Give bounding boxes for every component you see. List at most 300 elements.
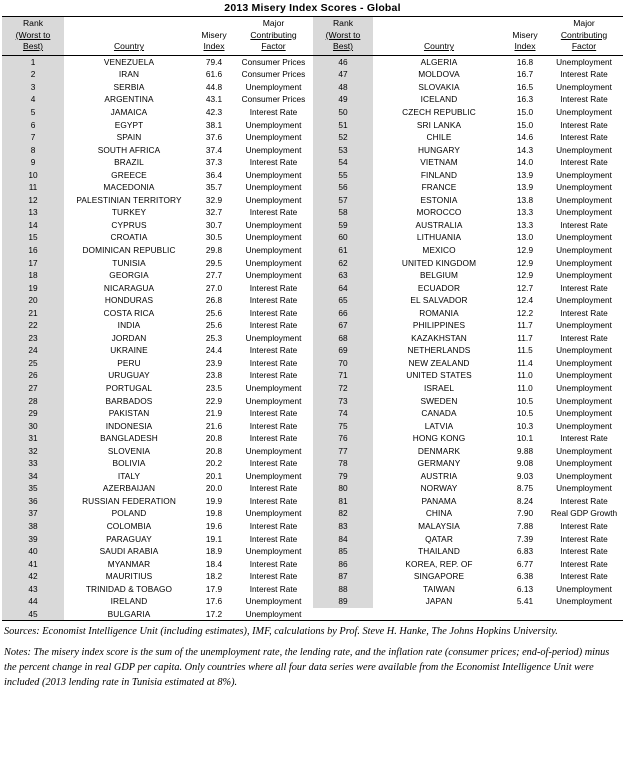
cell-rank: 3 xyxy=(2,81,64,94)
cell-misery-index: 29.5 xyxy=(205,257,223,268)
cell-misery-index: 61.6 xyxy=(205,69,223,80)
cell-contributing-factor: Unemployment xyxy=(556,194,612,205)
table-row xyxy=(2,507,623,520)
cell-misery-index: 11.0 xyxy=(517,370,533,381)
cell-misery-index: 38.1 xyxy=(205,119,223,130)
cell-country: ITALY xyxy=(117,470,141,481)
factor-header-line1: Major xyxy=(573,18,595,28)
cell-rank: 70 xyxy=(313,357,373,370)
cell-contributing-factor: Interest Rate xyxy=(560,132,608,143)
cell-misery-index: 19.9 xyxy=(205,495,223,506)
cell-misery-index: 35.7 xyxy=(205,182,223,193)
cell-contributing-factor: Consumer Prices xyxy=(241,94,306,105)
cell-country: MYANMAR xyxy=(107,558,151,569)
cell-misery-index: 10.5 xyxy=(516,408,534,419)
table-row xyxy=(2,382,623,395)
factor-header-line3: Factor xyxy=(571,41,597,52)
cell-country: CHINA xyxy=(425,508,453,519)
cell-rank: 42 xyxy=(2,570,64,583)
cell-misery-index: 21.6 xyxy=(205,420,223,431)
cell-contributing-factor: Unemployment xyxy=(556,81,612,92)
cell-contributing-factor: Unemployment xyxy=(556,320,612,331)
factor-header-line2: Contributing xyxy=(250,29,297,40)
table-row xyxy=(2,445,623,458)
cell-misery-index: 12.4 xyxy=(516,295,534,306)
cell-rank: 67 xyxy=(313,319,373,332)
cell-country: CANADA xyxy=(421,408,457,419)
cell-country: BARBADOS xyxy=(105,395,153,406)
footer-notes xyxy=(0,621,625,691)
cell-contributing-factor: Interest Rate xyxy=(249,207,298,218)
cell-rank: 50 xyxy=(313,106,373,119)
cell-misery-index-empty xyxy=(505,608,545,621)
cell-rank: 56 xyxy=(313,181,373,194)
cell-rank: 73 xyxy=(313,395,373,408)
cell-rank: 65 xyxy=(313,294,373,307)
cell-contributing-factor: Unemployment xyxy=(556,483,612,494)
cell-contributing-factor: Unemployment xyxy=(245,445,302,456)
table-row xyxy=(2,395,623,408)
cell-misery-index: 15.0 xyxy=(516,119,534,130)
cell-contributing-factor: Unemployment xyxy=(245,332,302,343)
cell-misery-index: 7.88 xyxy=(516,521,534,532)
cell-country: MAURITIUS xyxy=(105,571,153,582)
cell-rank: 47 xyxy=(313,68,373,81)
cell-rank: 62 xyxy=(313,257,373,270)
cell-contributing-factor: Interest Rate xyxy=(249,420,298,431)
cell-rank: 63 xyxy=(313,269,373,282)
cell-rank: 34 xyxy=(2,470,64,483)
cell-misery-index: 30.5 xyxy=(205,232,223,243)
cell-misery-index: 19.6 xyxy=(205,521,223,532)
cell-country: PERU xyxy=(117,357,141,368)
cell-contributing-factor: Interest Rate xyxy=(249,571,298,582)
cell-country: PARAGUAY xyxy=(106,533,152,544)
cell-contributing-factor: Unemployment xyxy=(556,56,612,67)
cell-country: BELGIUM xyxy=(419,270,459,281)
cell-contributing-factor: Unemployment xyxy=(245,232,302,243)
cell-country: COLOMBIA xyxy=(106,521,152,532)
cell-contributing-factor: Unemployment xyxy=(245,81,302,92)
cell-country: ALGERIA xyxy=(420,56,458,67)
cell-rank: 11 xyxy=(2,181,64,194)
table-row xyxy=(2,269,623,282)
cell-misery-index: 8.75 xyxy=(516,483,534,494)
cell-rank: 71 xyxy=(313,369,373,382)
cell-country: SLOVENIA xyxy=(107,445,151,456)
cell-country: KAZAKHSTAN xyxy=(411,332,467,343)
cell-misery-index: 13.9 xyxy=(516,182,534,193)
cell-country: MEXICO xyxy=(422,244,456,255)
cell-rank: 10 xyxy=(2,169,64,182)
cell-misery-index: 16.5 xyxy=(516,81,534,92)
cell-contributing-factor: Interest Rate xyxy=(249,307,298,318)
table-row xyxy=(2,558,623,571)
table-row xyxy=(2,608,623,621)
rank-header-line2: (Worst to xyxy=(325,29,361,40)
cell-country: GERMANY xyxy=(417,458,461,469)
cell-contributing-factor: Consumer Prices xyxy=(241,56,306,67)
cell-contributing-factor: Unemployment xyxy=(556,408,612,419)
cell-country: VIETNAM xyxy=(420,157,458,168)
table-row xyxy=(2,420,623,433)
cell-contributing-factor: Unemployment xyxy=(556,370,612,381)
cell-country: ESTONIA xyxy=(420,194,458,205)
cell-rank: 74 xyxy=(313,407,373,420)
cell-country: BRAZIL xyxy=(114,157,144,168)
cell-misery-index: 29.8 xyxy=(205,244,223,255)
cell-contributing-factor: Unemployment xyxy=(556,257,612,268)
cell-rank: 27 xyxy=(2,382,64,395)
cell-misery-index: 8.24 xyxy=(516,495,534,506)
cell-rank: 87 xyxy=(313,570,373,583)
factor-header-line2: Contributing xyxy=(560,29,608,40)
table-row xyxy=(2,156,623,169)
misery-header-line1: Misery xyxy=(201,29,227,40)
cell-country: SLOVAKIA xyxy=(418,81,460,92)
cell-country: SOUTH AFRICA xyxy=(97,144,161,155)
cell-rank: 79 xyxy=(313,470,373,483)
cell-contributing-factor: Unemployment xyxy=(245,219,302,230)
cell-rank: 76 xyxy=(313,432,373,445)
cell-country: FRANCE xyxy=(421,182,457,193)
cell-misery-index: 17.9 xyxy=(205,583,223,594)
cell-contributing-factor: Interest Rate xyxy=(249,357,298,368)
cell-rank: 25 xyxy=(2,357,64,370)
cell-rank: 61 xyxy=(313,244,373,257)
cell-rank: 35 xyxy=(2,482,64,495)
misery-index-table xyxy=(2,16,623,620)
cell-misery-index: 13.8 xyxy=(516,194,534,205)
cell-country: JAMAICA xyxy=(110,106,148,117)
cell-country: BANGLADESH xyxy=(100,433,158,444)
country-header-label: Country xyxy=(423,41,455,52)
cell-contributing-factor: Unemployment xyxy=(556,445,612,456)
table-row xyxy=(2,344,623,357)
cell-contributing-factor: Unemployment xyxy=(245,470,302,481)
cell-contributing-factor: Unemployment xyxy=(556,232,612,243)
cell-contributing-factor: Unemployment xyxy=(556,583,612,594)
cell-country: INDIA xyxy=(117,320,141,331)
cell-rank: 33 xyxy=(2,457,64,470)
cell-country: EL SALVADOR xyxy=(410,295,468,306)
cell-contributing-factor: Interest Rate xyxy=(249,521,298,532)
table-row xyxy=(2,194,623,207)
cell-country: POLAND xyxy=(111,508,147,519)
cell-contributing-factor: Unemployment xyxy=(245,169,302,180)
cell-country: IRAN xyxy=(118,69,140,80)
cell-rank: 57 xyxy=(313,194,373,207)
cell-contributing-factor: Unemployment xyxy=(556,169,612,180)
cell-misery-index: 11.0 xyxy=(517,383,533,393)
cell-misery-index: 16.8 xyxy=(516,56,534,67)
cell-rank: 60 xyxy=(313,231,373,244)
cell-rank: 88 xyxy=(313,583,373,596)
cell-contributing-factor: Unemployment xyxy=(556,458,612,469)
cell-contributing-factor: Interest Rate xyxy=(560,69,608,80)
cell-country: UNITED STATES xyxy=(406,370,472,381)
cell-country: AUSTRALIA xyxy=(415,219,463,230)
cell-rank: 41 xyxy=(2,558,64,571)
table-row xyxy=(2,144,623,157)
cell-misery-index: 11.7 xyxy=(517,332,533,343)
table-row xyxy=(2,131,623,144)
cell-rank: 52 xyxy=(313,131,373,144)
table-row xyxy=(2,319,623,332)
cell-country: CHILE xyxy=(426,132,452,143)
cell-country: DOMINICAN REPUBLIC xyxy=(82,244,176,255)
cell-contributing-factor: Unemployment xyxy=(556,182,612,193)
cell-country: ISRAEL xyxy=(423,383,455,393)
table-row xyxy=(2,55,623,68)
cell-rank: 75 xyxy=(313,420,373,433)
cell-country: AUSTRIA xyxy=(420,470,458,481)
cell-country: UNITED KINGDOM xyxy=(401,257,477,268)
cell-contributing-factor: Interest Rate xyxy=(560,558,608,569)
cell-country: COSTA RICA xyxy=(103,307,155,318)
cell-rank: 17 xyxy=(2,257,64,270)
cell-country: TURKEY xyxy=(111,207,147,218)
factor-header-line3: Factor xyxy=(261,41,286,52)
table-row xyxy=(2,432,623,445)
cell-rank: 86 xyxy=(313,558,373,571)
cell-rank: 20 xyxy=(2,294,64,307)
cell-rank: 12 xyxy=(2,194,64,207)
cell-rank: 2 xyxy=(2,68,64,81)
cell-misery-index: 19.1 xyxy=(205,533,223,544)
cell-contributing-factor: Interest Rate xyxy=(560,521,608,532)
cell-rank: 6 xyxy=(2,119,64,132)
cell-misery-index: 20.8 xyxy=(205,445,223,456)
cell-rank: 5 xyxy=(2,106,64,119)
cell-rank: 45 xyxy=(2,608,64,621)
cell-contributing-factor: Unemployment xyxy=(245,132,302,143)
cell-misery-index: 6.83 xyxy=(516,546,534,557)
cell-contributing-factor: Unemployment xyxy=(556,383,612,393)
cell-rank: 31 xyxy=(2,432,64,445)
cell-rank: 19 xyxy=(2,282,64,295)
cell-country: SRI LANKA xyxy=(416,119,462,130)
cell-rank: 64 xyxy=(313,282,373,295)
table-row xyxy=(2,357,623,370)
table-row xyxy=(2,282,623,295)
cell-rank: 83 xyxy=(313,520,373,533)
cell-misery-index: 14.0 xyxy=(516,157,534,168)
cell-rank: 55 xyxy=(313,169,373,182)
cell-misery-index: 9.08 xyxy=(516,458,534,469)
cell-misery-index: 10.3 xyxy=(516,420,534,431)
cell-misery-index: 11.4 xyxy=(517,357,533,368)
table-row xyxy=(2,231,623,244)
cell-misery-index: 20.0 xyxy=(205,483,223,494)
misery-header-line2: Index xyxy=(203,41,225,52)
cell-country: CROATIA xyxy=(110,232,148,243)
cell-misery-index: 36.4 xyxy=(205,169,223,180)
cell-misery-index: 44.8 xyxy=(205,81,223,92)
cell-contributing-factor: Unemployment xyxy=(556,270,612,281)
table-row xyxy=(2,294,623,307)
table-row xyxy=(2,119,623,132)
cell-misery-index: 37.3 xyxy=(205,157,223,168)
factor-header-line1: Major xyxy=(262,18,285,28)
cell-rank: 38 xyxy=(2,520,64,533)
sources-text: Sources: Economist Intelligence Unit (including estimates), IMF, calculations by Prof. Steve H. Hanke, The Johns Hopkins University. xyxy=(4,626,558,638)
cell-country: SPAIN xyxy=(116,132,142,143)
table-row xyxy=(2,244,623,257)
cell-country-empty xyxy=(373,608,505,621)
cell-misery-index: 7.90 xyxy=(516,508,534,519)
cell-contributing-factor: Unemployment xyxy=(245,194,302,205)
cell-misery-index: 11.7 xyxy=(517,320,533,331)
cell-rank: 37 xyxy=(2,507,64,520)
table-row xyxy=(2,407,623,420)
cell-misery-index: 14.3 xyxy=(516,144,534,155)
cell-country: FINLAND xyxy=(420,169,458,180)
cell-country: NICARAGUA xyxy=(103,282,155,293)
cell-misery-index: 13.3 xyxy=(516,207,534,218)
cell-misery-index: 13.9 xyxy=(516,169,534,180)
cell-misery-index: 21.9 xyxy=(205,408,223,419)
rank-header-line2: (Worst to xyxy=(15,29,51,40)
col-header-factor-left xyxy=(234,17,313,56)
cell-contributing-factor: Interest Rate xyxy=(560,546,608,557)
cell-rank: 40 xyxy=(2,545,64,558)
cell-rank: 32 xyxy=(2,445,64,458)
cell-misery-index: 10.5 xyxy=(516,395,534,406)
misery-header-line1: Misery xyxy=(512,29,538,40)
table-row xyxy=(2,533,623,546)
cell-country: SINGAPORE xyxy=(413,571,465,582)
cell-contributing-factor: Interest Rate xyxy=(560,119,608,130)
cell-rank: 80 xyxy=(313,482,373,495)
cell-contributing-factor: Interest Rate xyxy=(560,282,608,293)
cell-rank: 82 xyxy=(313,507,373,520)
cell-contributing-factor: Unemployment xyxy=(245,119,302,130)
cell-contributing-factor: Interest Rate xyxy=(560,307,608,318)
cell-country: MACEDONIA xyxy=(103,182,155,193)
cell-rank: 16 xyxy=(2,244,64,257)
col-header-rank-left xyxy=(2,17,64,56)
cell-rank: 18 xyxy=(2,269,64,282)
table-row xyxy=(2,257,623,270)
cell-contributing-factor: Unemployment xyxy=(556,295,612,306)
rank-header-line3: Best) xyxy=(22,41,44,52)
cell-rank: 44 xyxy=(2,595,64,608)
cell-country: HONDURAS xyxy=(104,295,154,306)
cell-contributing-factor: Interest Rate xyxy=(560,332,608,343)
cell-misery-index: 22.9 xyxy=(205,395,223,406)
cell-country: KOREA, REP. OF xyxy=(405,558,473,569)
cell-rank: 66 xyxy=(313,307,373,320)
cell-country: RUSSIAN FEDERATION xyxy=(82,495,176,506)
cell-contributing-factor: Unemployment xyxy=(556,395,612,406)
cell-contributing-factor: Unemployment xyxy=(556,596,612,607)
cell-rank: 85 xyxy=(313,545,373,558)
cell-country: SERBIA xyxy=(113,81,145,92)
cell-misery-index: 9.88 xyxy=(516,445,534,456)
cell-contributing-factor: Interest Rate xyxy=(249,583,298,594)
cell-misery-index: 25.6 xyxy=(205,320,223,331)
cell-misery-index: 16.7 xyxy=(516,69,534,80)
cell-misery-index: 23.8 xyxy=(205,370,223,381)
cell-country: CYPRUS xyxy=(111,219,147,230)
cell-country: SWEDEN xyxy=(420,395,458,406)
cell-rank: 26 xyxy=(2,369,64,382)
cell-rank: 13 xyxy=(2,206,64,219)
cell-rank: 29 xyxy=(2,407,64,420)
cell-contributing-factor: Unemployment xyxy=(556,420,612,431)
cell-rank: 15 xyxy=(2,231,64,244)
cell-contributing-factor: Unemployment xyxy=(556,345,612,356)
cell-misery-index: 12.7 xyxy=(516,282,534,293)
cell-country: LITHUANIA xyxy=(416,232,462,243)
cell-misery-index: 6.38 xyxy=(516,571,534,582)
table-row xyxy=(2,206,623,219)
cell-contributing-factor: Interest Rate xyxy=(249,408,298,419)
cell-rank: 4 xyxy=(2,93,64,106)
table-container xyxy=(0,16,625,620)
cell-misery-index: 5.41 xyxy=(516,596,534,607)
table-row xyxy=(2,219,623,232)
cell-rank: 54 xyxy=(313,156,373,169)
cell-country: ECUADOR xyxy=(417,282,461,293)
cell-country: TAIWAN xyxy=(423,583,455,594)
cell-contributing-factor: Interest Rate xyxy=(249,320,298,331)
cell-rank: 28 xyxy=(2,395,64,408)
cell-misery-index: 26.8 xyxy=(205,295,223,306)
cell-contributing-factor: Real GDP Growth xyxy=(550,508,618,519)
cell-country: AZERBAIJAN xyxy=(102,483,156,494)
cell-misery-index: 6.13 xyxy=(516,583,534,594)
cell-misery-index: 37.6 xyxy=(205,132,223,143)
cell-contributing-factor: Unemployment xyxy=(245,144,302,155)
misery-header-line2: Index xyxy=(514,41,536,52)
col-header-misery-left xyxy=(194,17,234,56)
cell-misery-index: 13.3 xyxy=(516,219,534,230)
table-row xyxy=(2,482,623,495)
cell-contributing-factor: Interest Rate xyxy=(249,558,298,569)
cell-rank: 39 xyxy=(2,533,64,546)
cell-contributing-factor: Unemployment xyxy=(556,207,612,218)
cell-contributing-factor: Unemployment xyxy=(245,257,302,268)
table-row xyxy=(2,307,623,320)
cell-misery-index: 43.1 xyxy=(205,94,223,105)
cell-country: GREECE xyxy=(111,169,147,180)
cell-contributing-factor: Interest Rate xyxy=(249,483,298,494)
cell-rank: 48 xyxy=(313,81,373,94)
cell-country: TUNISIA xyxy=(112,257,146,268)
col-header-country-right xyxy=(373,17,505,56)
cell-country: PAKISTAN xyxy=(108,408,150,419)
cell-misery-index: 9.03 xyxy=(516,470,534,481)
table-row xyxy=(2,520,623,533)
cell-contributing-factor: Interest Rate xyxy=(249,282,298,293)
cell-rank: 24 xyxy=(2,344,64,357)
cell-country: PHILIPPINES xyxy=(412,320,466,331)
cell-rank: 72 xyxy=(313,382,373,395)
cell-misery-index: 16.3 xyxy=(516,94,534,105)
cell-contributing-factor: Interest Rate xyxy=(249,433,298,444)
cell-misery-index: 27.7 xyxy=(205,270,223,281)
cell-contributing-factor: Unemployment xyxy=(245,608,302,619)
rank-header-line1: Rank xyxy=(22,18,44,28)
country-header-label: Country xyxy=(113,41,145,52)
cell-country: THAILAND xyxy=(418,546,460,557)
cell-contributing-factor: Interest Rate xyxy=(560,495,608,506)
cell-contributing-factor: Unemployment xyxy=(556,106,612,117)
cell-country: ROMANIA xyxy=(419,307,459,318)
cell-rank: 1 xyxy=(2,55,64,68)
